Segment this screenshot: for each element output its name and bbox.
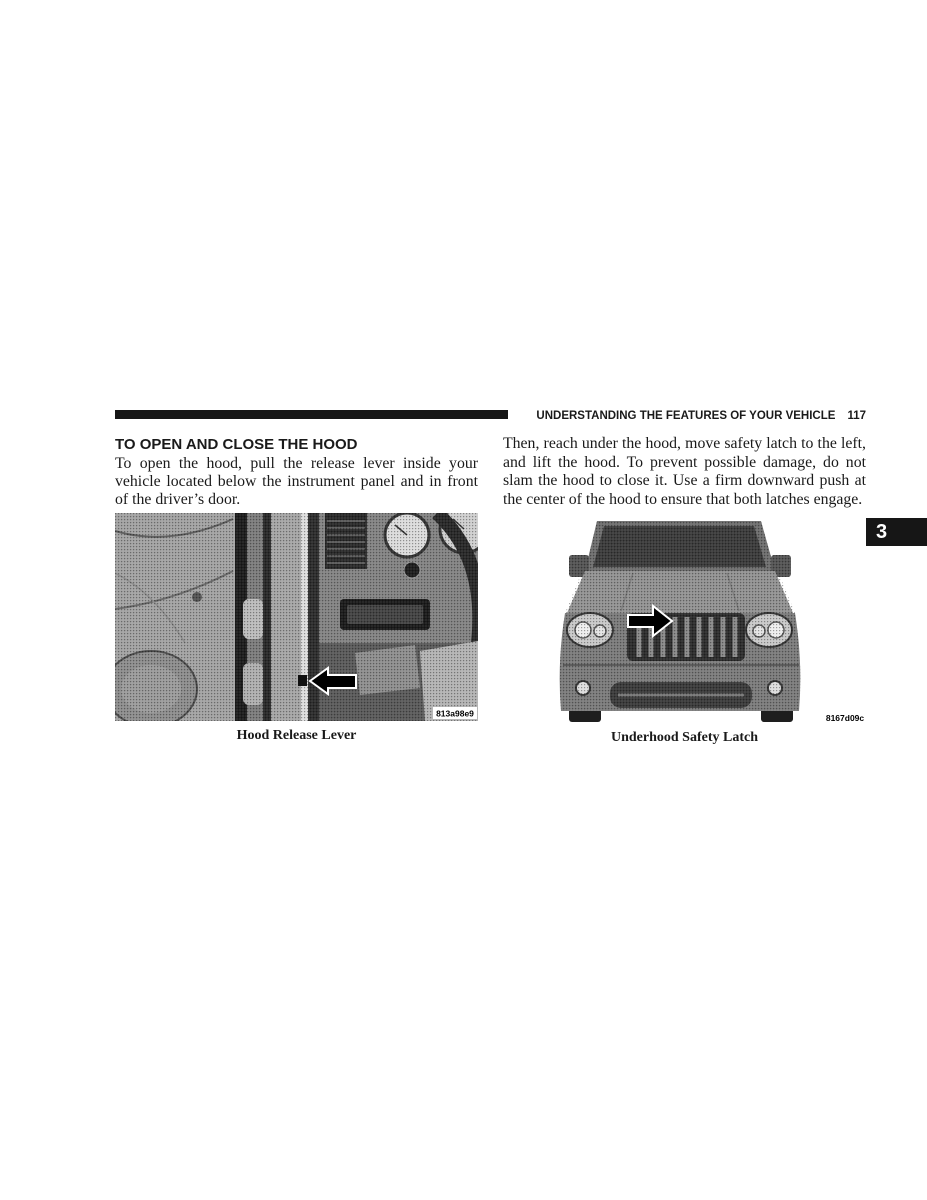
left-paragraph bbox=[115, 455, 478, 509]
paragraph-line: and lift the hood. To prevent possible damage, do not bbox=[503, 453, 866, 471]
page-number: 117 bbox=[847, 410, 866, 422]
paragraph-line: vehicle located below the instrument panel and in front bbox=[115, 473, 478, 490]
running-head bbox=[536, 409, 866, 423]
figure-caption: Hood Release Lever bbox=[236, 728, 357, 743]
hood-release-lever-figure bbox=[115, 513, 478, 721]
paragraph-line: the center of the hood to ensure that both latches engage. bbox=[503, 490, 863, 508]
chapter-tab: 3 bbox=[866, 518, 927, 546]
section-heading: TO OPEN AND CLOSE THE HOOD bbox=[115, 436, 358, 453]
paragraph-line: slam the hood to close it. Use a firm downward push at bbox=[503, 472, 866, 489]
header-rule bbox=[115, 410, 508, 419]
safety-latch-figure bbox=[503, 513, 866, 725]
paragraph-line: Then, reach under the hood, move safety latch to the left, bbox=[503, 435, 866, 452]
section-title: UNDERSTANDING THE FEATURES OF YOUR VEHICLE bbox=[536, 410, 836, 422]
figure-code: 813a98e9 bbox=[436, 708, 474, 719]
paragraph-line: To open the hood, pull the release lever inside your bbox=[115, 455, 478, 472]
hood-release-lever bbox=[298, 675, 307, 686]
halftone-screen bbox=[503, 513, 866, 725]
right-paragraph bbox=[503, 435, 866, 509]
figure-code: 8167d09c bbox=[825, 713, 865, 723]
paragraph-line: of the driver’s door. bbox=[115, 491, 241, 508]
halftone-screen bbox=[115, 513, 478, 721]
figure-caption: Underhood Safety Latch bbox=[610, 730, 758, 745]
